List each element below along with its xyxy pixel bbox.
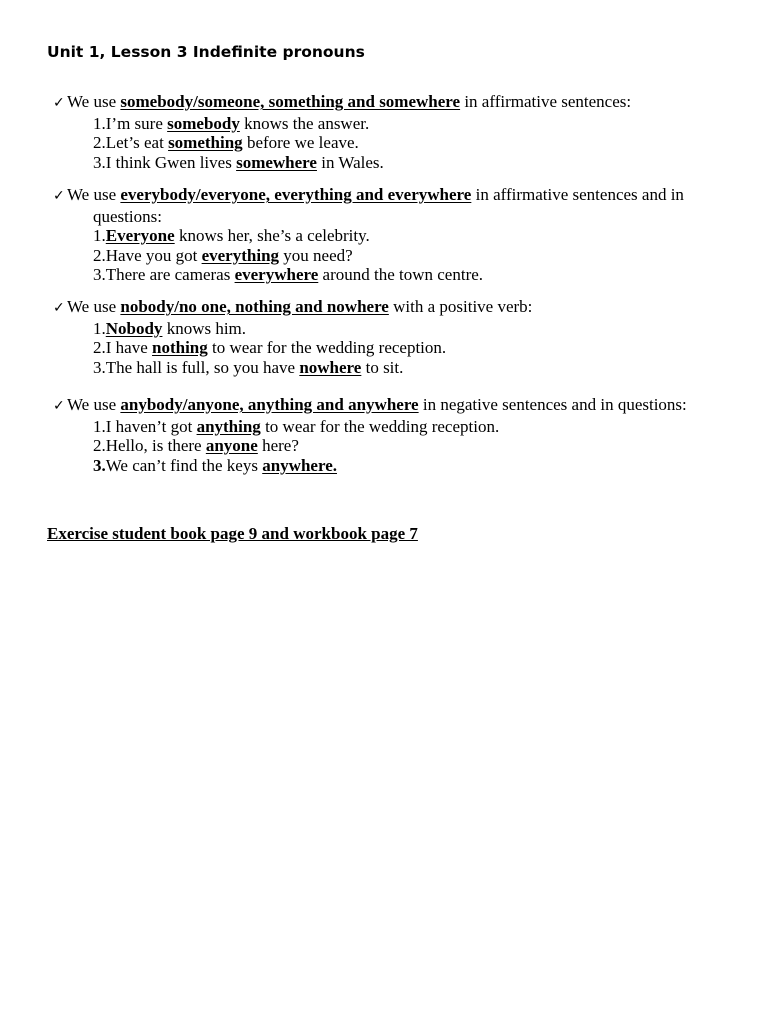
example-keyword: somebody bbox=[167, 113, 240, 133]
rule-line bbox=[53, 92, 743, 114]
example-keyword: everything bbox=[201, 245, 280, 265]
example-keyword: nothing bbox=[152, 338, 208, 358]
rule-line bbox=[53, 395, 743, 417]
example-sentence bbox=[53, 226, 743, 246]
example-keyword: Everyone bbox=[105, 226, 175, 246]
rule-section-no bbox=[53, 297, 743, 377]
example-keyword: anywhere. bbox=[262, 455, 337, 475]
example-number: 1. bbox=[93, 226, 106, 246]
rule-line bbox=[53, 185, 743, 207]
example-sentence bbox=[53, 246, 743, 266]
example-text-before: I haven’t got bbox=[105, 416, 197, 436]
rule-keywords: somebody/someone, something and somewhere bbox=[120, 92, 461, 111]
rule-prefix: We use bbox=[67, 185, 121, 204]
example-text-after: around the town centre. bbox=[318, 265, 484, 285]
example-sentence bbox=[53, 133, 743, 153]
example-text-after: knows her, she’s a celebrity. bbox=[174, 226, 370, 246]
page-title: Unit 1, Lesson 3 Indefinite pronouns bbox=[47, 43, 365, 61]
example-text-before: The hall is full, so you have bbox=[105, 357, 300, 377]
rule-section-every bbox=[53, 185, 743, 285]
rule-section-any bbox=[53, 395, 743, 475]
example-number: 2. bbox=[93, 338, 106, 358]
example-keyword: anyone bbox=[205, 436, 258, 456]
example-text-before: Let’s eat bbox=[105, 133, 169, 153]
example-number: 2. bbox=[93, 245, 106, 265]
example-keyword: everywhere bbox=[234, 265, 319, 285]
rule-section-some bbox=[53, 92, 743, 172]
example-number: 3. bbox=[93, 455, 106, 475]
rule-prefix: We use bbox=[67, 395, 121, 414]
example-keyword: Nobody bbox=[105, 318, 163, 338]
rule-continuation: questions: bbox=[93, 206, 162, 226]
rule-line bbox=[53, 297, 743, 319]
example-text-after: in Wales. bbox=[316, 152, 384, 172]
example-text-before: I’m sure bbox=[105, 113, 168, 133]
example-text-before: We can’t find the keys bbox=[105, 455, 263, 475]
example-text-after: to wear for the wedding reception. bbox=[260, 416, 500, 436]
example-number: 3. bbox=[93, 265, 106, 285]
example-text-after: to sit. bbox=[361, 357, 404, 377]
rule-suffix: in affirmative sentences and in bbox=[471, 185, 684, 204]
example-text-before: Have you got bbox=[105, 245, 202, 265]
exercise-reference: Exercise student book page 9 and workbook page 7 bbox=[47, 524, 418, 543]
example-keyword: anything bbox=[196, 416, 261, 436]
checkmark-icon: ✓ bbox=[53, 300, 65, 316]
example-sentence bbox=[53, 436, 743, 456]
example-text-after: you need? bbox=[279, 245, 353, 265]
rule-prefix: We use bbox=[67, 297, 121, 316]
example-sentence bbox=[53, 456, 743, 476]
example-sentence bbox=[53, 319, 743, 339]
rule-suffix: in negative sentences and in questions: bbox=[418, 395, 687, 414]
rule-keywords: anybody/anyone, anything and anywhere bbox=[120, 395, 419, 414]
example-text-before: There are cameras bbox=[105, 265, 235, 285]
rule-keywords: everybody/everyone, everything and everywhere bbox=[120, 185, 472, 204]
example-text-after: knows the answer. bbox=[239, 113, 370, 133]
example-sentence bbox=[53, 338, 743, 358]
example-sentence bbox=[53, 114, 743, 134]
example-number: 2. bbox=[93, 133, 106, 153]
example-sentence bbox=[53, 358, 743, 378]
example-sentence bbox=[53, 153, 743, 173]
example-keyword: nowhere bbox=[299, 357, 362, 377]
example-number: 1. bbox=[93, 113, 106, 133]
example-text-after: before we leave. bbox=[242, 133, 359, 153]
example-text-after: knows him. bbox=[162, 318, 247, 338]
example-text-before: I have bbox=[105, 338, 153, 358]
rule-prefix: We use bbox=[67, 92, 121, 111]
example-keyword: something bbox=[168, 133, 243, 153]
rule-keywords: nobody/no one, nothing and nowhere bbox=[120, 297, 389, 316]
example-sentence bbox=[53, 417, 743, 437]
example-number: 1. bbox=[93, 318, 106, 338]
example-number: 3. bbox=[93, 152, 106, 172]
example-sentence bbox=[53, 265, 743, 285]
example-text-after: here? bbox=[257, 436, 299, 456]
example-number: 2. bbox=[93, 436, 106, 456]
checkmark-icon: ✓ bbox=[53, 95, 65, 111]
checkmark-icon: ✓ bbox=[53, 398, 65, 414]
example-keyword: somewhere bbox=[236, 152, 317, 172]
example-text-before: I think Gwen lives bbox=[105, 152, 237, 172]
rule-suffix: in affirmative sentences: bbox=[460, 92, 632, 111]
example-text-after: to wear for the wedding reception. bbox=[207, 338, 447, 358]
example-number: 3. bbox=[93, 357, 106, 377]
example-text-before: Hello, is there bbox=[105, 436, 206, 456]
checkmark-icon: ✓ bbox=[53, 188, 65, 204]
example-number: 1. bbox=[93, 416, 106, 436]
rule-suffix: with a positive verb: bbox=[388, 297, 533, 316]
